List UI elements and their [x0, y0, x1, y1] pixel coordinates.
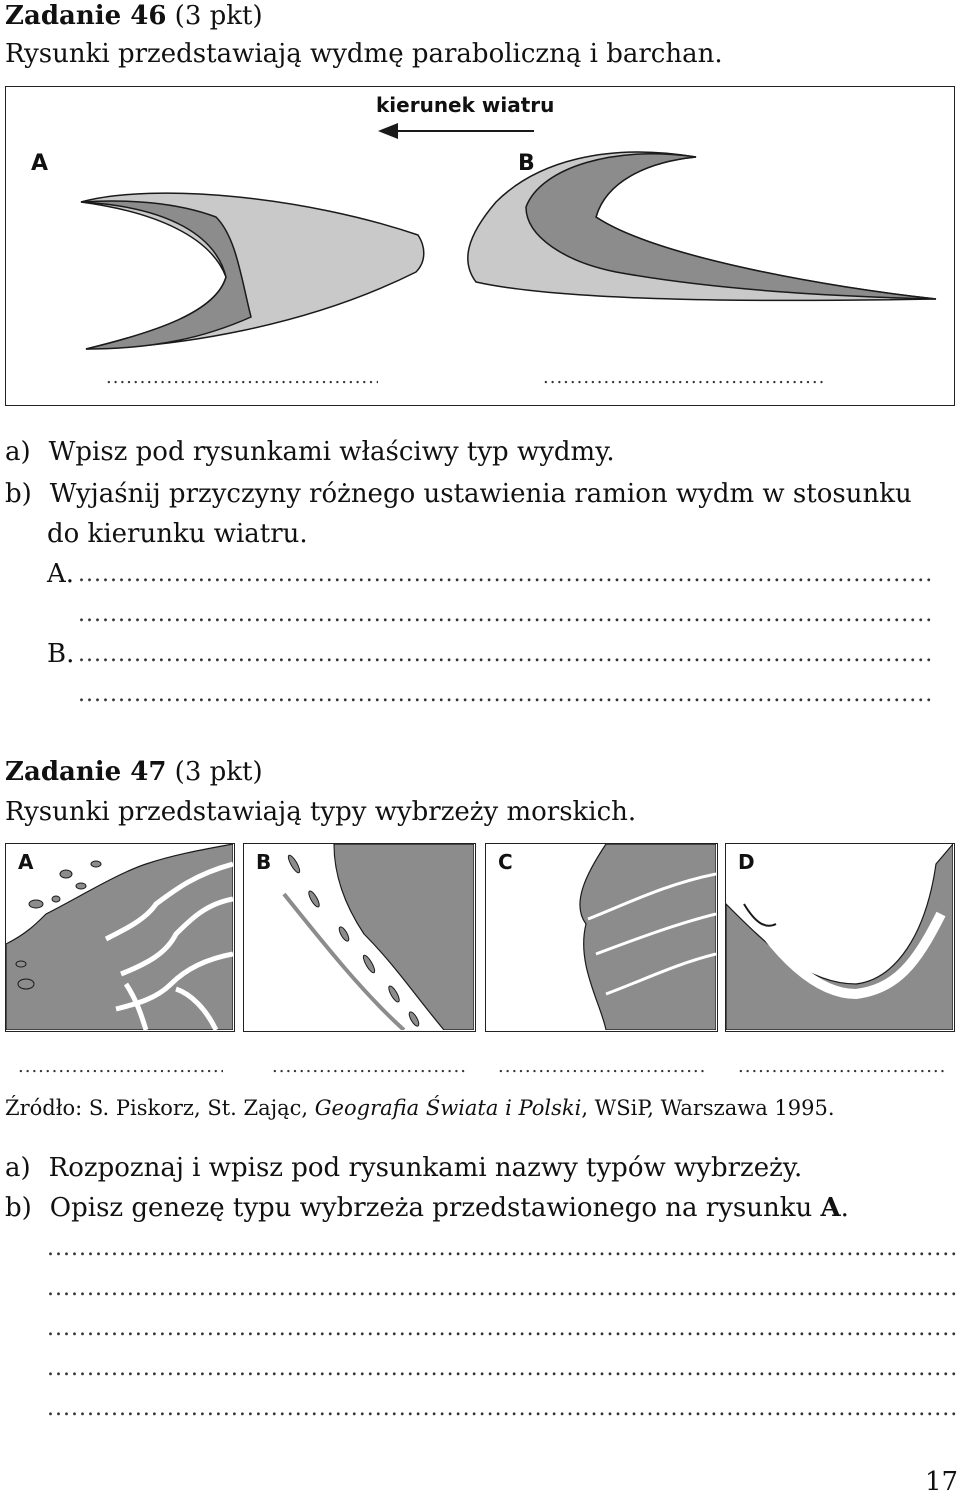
coast-panel-a-label: A [18, 850, 34, 874]
task46-question-b-cont: do kierunku wiatru. [47, 519, 308, 549]
coast-b-answer-field[interactable] [272, 1056, 465, 1077]
task46-question-b-text: Wyjaśnij przyczyny różnego ustawienia ramion wydm w stosunku [49, 479, 912, 509]
coast-panel-c [485, 843, 718, 1032]
task47-answer-line-1[interactable] [47, 1236, 957, 1261]
task47-question-b [5, 1192, 849, 1224]
coast-d-answer-field[interactable] [738, 1056, 946, 1077]
coast-a-answer-field[interactable] [18, 1056, 223, 1077]
coast-panel-d [725, 843, 955, 1032]
wind-direction-label: kierunek wiatru [376, 93, 555, 117]
task47-answer-line-2[interactable] [47, 1276, 957, 1301]
task46-title-points: (3 pkt) [166, 1, 263, 31]
page-number: 17 [925, 1467, 959, 1497]
dune-a-label: A [31, 151, 49, 176]
dunes-drawing [6, 87, 953, 404]
coast-panel-a [5, 843, 235, 1032]
dune-b-answer-field[interactable] [543, 367, 823, 388]
wind-arrow-head-icon [378, 123, 398, 139]
task47-answer-line-4[interactable] [47, 1356, 957, 1381]
coast-c-answer-field[interactable] [498, 1056, 706, 1077]
source-authors: Źródło: S. Piskorz, St. Zając, [5, 1096, 315, 1120]
task46-question-b [5, 478, 912, 510]
source-publisher: , WSiP, Warszawa 1995. [581, 1096, 835, 1120]
task46-question-a-letter: a) [5, 437, 31, 467]
coast-panel-b-label: B [256, 850, 272, 874]
task46-intro: Rysunki przedstawiają wydmę paraboliczną i barchan. [5, 39, 723, 69]
coast-panel-d-label: D [738, 850, 755, 874]
task47-intro: Rysunki przedstawiają typy wybrzeży morskich. [5, 797, 637, 827]
answer-a-line-2[interactable] [78, 602, 934, 627]
task47-question-b-end: . [840, 1193, 849, 1223]
answer-b-line-1[interactable] [78, 642, 934, 667]
task47-question-a-text: Rozpoznaj i wpisz pod rysunkami nazwy typów wybrzeży. [48, 1153, 803, 1183]
task47-question-b-letter: b) [5, 1193, 32, 1223]
task46-question-b-letter: b) [5, 479, 32, 509]
coast-d-map [726, 844, 953, 1030]
task47-title-points: (3 pkt) [166, 757, 263, 787]
answer-b-line-2[interactable] [78, 682, 934, 707]
task46-question-a [5, 436, 615, 468]
answer-b-prefix: B. [47, 639, 75, 669]
task47-question-a [5, 1152, 802, 1184]
task47-answer-line-3[interactable] [47, 1316, 957, 1341]
task46-title-bold: Zadanie 46 [5, 1, 167, 31]
coast-b-map [244, 844, 474, 1030]
dunes-figure [5, 86, 955, 406]
coast-c-map [486, 844, 716, 1030]
answer-a-prefix: A. [47, 559, 75, 589]
task47-question-b-text: Opisz genezę typu wybrzeża przedstawionego na rysunku [49, 1193, 821, 1223]
task47-answer-line-5[interactable] [47, 1396, 957, 1421]
task47-title-bold: Zadanie 47 [5, 757, 167, 787]
task47-question-b-figure-ref: A [820, 1193, 841, 1223]
dune-a-outer [81, 193, 424, 349]
task46-question-a-text: Wpisz pod rysunkami właściwy typ wydmy. [48, 437, 615, 467]
answer-a-line-1[interactable] [78, 562, 934, 587]
dune-b-label: B [518, 151, 535, 176]
dune-a-answer-field[interactable] [106, 367, 378, 388]
task47-question-a-letter: a) [5, 1153, 31, 1183]
coast-panel-b [243, 843, 476, 1032]
coast-a-map [6, 844, 233, 1030]
figure-source [5, 1092, 835, 1124]
coast-panel-c-label: C [498, 850, 513, 874]
task46-title [5, 0, 263, 32]
source-title: Geografia Świata i Polski [314, 1096, 582, 1120]
task47-title [5, 756, 263, 788]
